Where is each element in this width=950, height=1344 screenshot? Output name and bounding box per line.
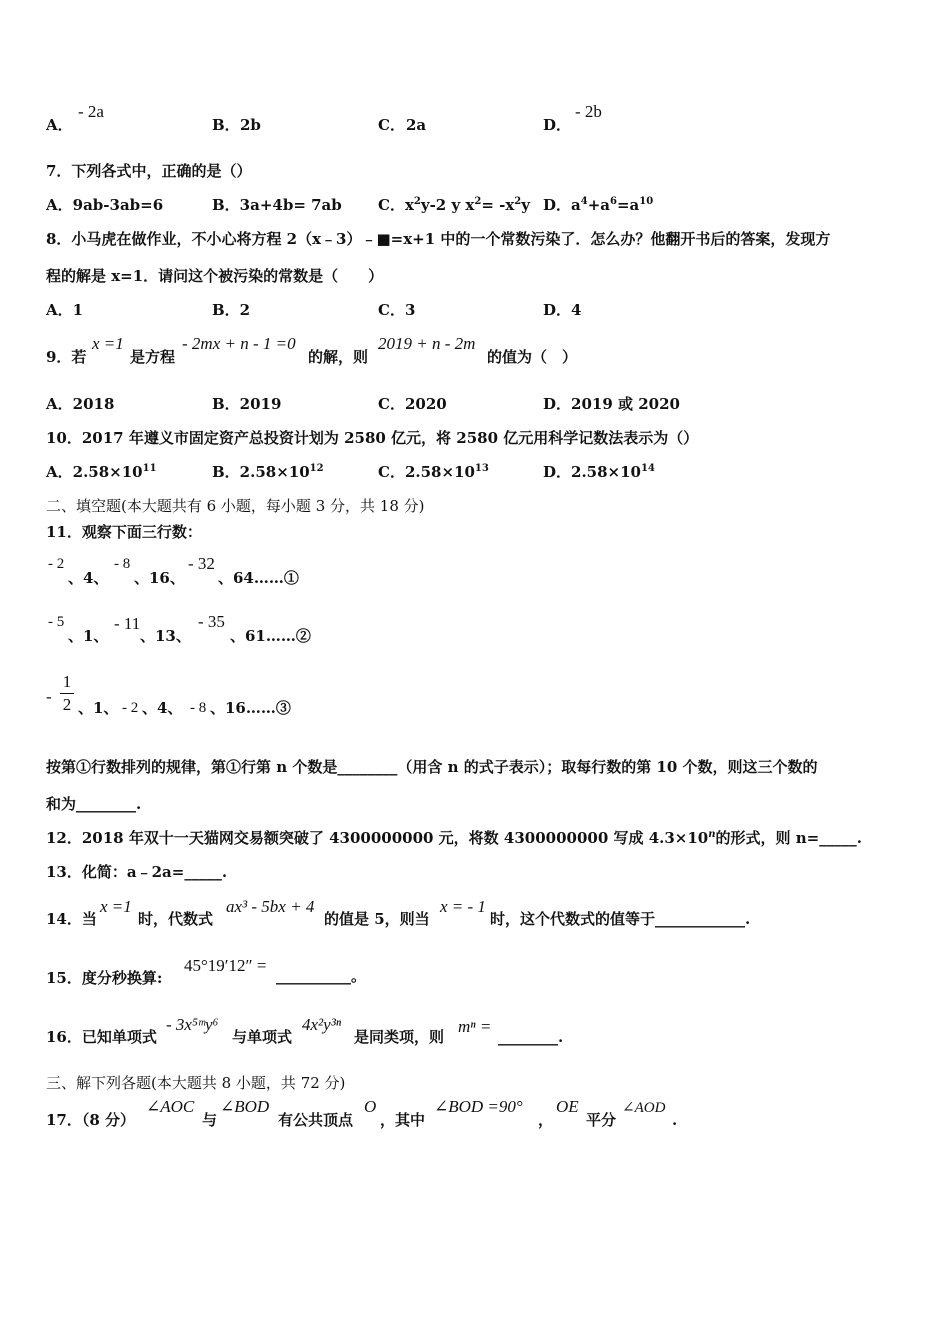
q11-row2-math-2: - 11 [114, 614, 141, 633]
q11-row3-fraction [60, 672, 74, 715]
q9-text-1: 是方程 [130, 348, 176, 366]
q6-option-a-math: - 2a [78, 102, 104, 121]
q11-row2-text-1: 、1、 [68, 627, 109, 645]
q11-question-line1: 按第①行数排列的规律，第①行第 n 个数是________（用含 n 的式子表示）；取每行数的第 10 个数，则这三个数的 [46, 758, 818, 776]
q9-prefix: 9．若 [46, 348, 87, 366]
fraction-numerator: 1 [62, 672, 72, 691]
q11-row3-math-2: - 2 [122, 700, 139, 716]
q17-math-4: ∠BOD =90° [434, 1097, 523, 1116]
q8-option-b: B．2 [212, 301, 251, 319]
q11-row2-text-2: 、13、 [140, 627, 191, 645]
q16-text-3: ________. [498, 1028, 564, 1046]
fraction-denominator: 2 [62, 695, 72, 714]
q14-text-2: 的值是 5，则当 [324, 910, 430, 928]
q11-row1-math-1: - 2 [48, 556, 65, 572]
q10-option-b: B．$2.58\times 10^{12}$ [212, 463, 324, 481]
q6-option-c-letter: C． [378, 116, 405, 134]
q17-text-2: 有公共顶点 [278, 1111, 354, 1129]
q7-option-d: D．$a^4+a^6=a^{10}$ [543, 196, 654, 214]
q11-row3-minus: - [46, 687, 52, 706]
q9-text-2: 的解，则 [308, 348, 369, 366]
q11-row1-text-2: 、16、 [134, 569, 185, 587]
q10-option-c: C．$2.58\times 10^{13}$ [378, 463, 489, 481]
q10-option-d: D．$2.58\times 10^{14}$ [543, 463, 655, 481]
q11-row1-text-3: 、64……① [218, 569, 299, 587]
q16-math-1: - 3x⁵ᵐy⁶ [166, 1015, 219, 1034]
q17-text-4: ， [538, 1111, 554, 1129]
q8-option-a: A．1 [46, 301, 84, 319]
q15-math-1: 45°19′12″ = [184, 956, 267, 975]
q9-option-d: D．2019 或 2020 [543, 395, 680, 413]
q10-option-a: A．$2.58\times 10^{11}$ [46, 463, 157, 481]
section-2-heading: 二、填空题(本大题共有 6 小题，每小题 3 分，共 18 分) [46, 497, 425, 515]
q13-text: 13．化简：a﹣2a=_____. [46, 863, 228, 881]
q17-math-5: OE [556, 1097, 579, 1116]
q7-stem: 7．下列各式中，正确的是（） [46, 162, 252, 180]
q6-option-d-letter: D． [543, 116, 572, 134]
q11-row3-text-2: 、4、 [142, 699, 183, 717]
fraction-bar [60, 693, 74, 694]
q17-text-6: . [672, 1111, 678, 1129]
q11-row2-math-1: - 5 [48, 614, 65, 630]
q11-row1-math-3: - 32 [188, 554, 215, 573]
q15-text-1: __________。 [276, 967, 367, 985]
q9-math-1: x =1 [92, 334, 124, 353]
q17-math-2: ∠BOD [220, 1097, 270, 1116]
q8-line1: 8．小马虎在做作业，不小心将方程 2（x﹣3）﹣■=x+1 中的一个常数污染了．怎么办？他翻开书后的答案，发现方 [46, 230, 831, 248]
q17-prefix: 17．（8 分） [46, 1111, 136, 1129]
q11-row1-math-2: - 8 [114, 556, 131, 572]
q6-option-b-letter: B． [212, 116, 240, 134]
q8-option-c: C．3 [378, 301, 416, 319]
q17-math-6: ∠AOD [622, 1100, 666, 1116]
q7-option-a: A．9ab-3ab=6 [46, 196, 164, 214]
q11-row1-text-1: 、4、 [68, 569, 109, 587]
q8-option-d: D．4 [543, 301, 582, 319]
q11-row3-math-3: - 8 [190, 700, 207, 716]
q16-math-3: mⁿ = [458, 1017, 492, 1036]
q17-text-3: ，其中 [380, 1111, 426, 1129]
q12-text: 12．2018 年双十一天猫网交易额突破了 4300000000 元，将数 4300000000 写成 $4.3\times 10^n$的形式，则 n=_____. [46, 829, 862, 847]
q9-text-3: 的值为（ ） [487, 348, 578, 366]
q16-math-2: 4x²y³ⁿ [302, 1015, 342, 1034]
q14-text-1: 时，代数式 [138, 910, 214, 928]
q11-question-line2: 和为________. [46, 795, 142, 813]
q16-text-2: 是同类项，则 [354, 1028, 445, 1046]
q17-text-5: 平分 [586, 1111, 617, 1129]
q17-text-1: 与 [202, 1111, 218, 1129]
q17-math-1: ∠AOC [146, 1097, 195, 1116]
q7-option-b: B．3a+4b= 7ab [212, 196, 342, 214]
q14-math-2: ax³ - 5bx + 4 [226, 897, 315, 916]
q14-math-3: x = - 1 [440, 897, 486, 916]
q9-option-c: C．2020 [378, 395, 447, 413]
q6-option-d-math: - 2b [575, 102, 602, 121]
q14-text-3: 时，这个代数式的值等于____________. [490, 910, 751, 928]
q9-option-b: B．2019 [212, 395, 282, 413]
q16-prefix: 16．已知单项式 [46, 1028, 157, 1046]
q15-prefix: 15．度分秒换算: [46, 969, 163, 987]
q11-row3-text-1: 、1、 [78, 699, 119, 717]
q7-option-c: C．$x^2y-2$ y $x^2= -x^2y$ [378, 196, 530, 214]
q6-option-a-letter: A． [46, 116, 73, 134]
q16-text-1: 与单项式 [232, 1028, 293, 1046]
q11-row2-text-3: 、61……② [230, 627, 311, 645]
section-3-heading: 三、解下列各题(本大题共 8 小题，共 72 分) [46, 1074, 346, 1092]
q14-prefix: 14．当 [46, 910, 97, 928]
q9-math-2: - 2mx + n - 1 =0 [182, 334, 296, 353]
q8-line2: 程的解是 x=1．请问这个被污染的常数是（ ） [46, 267, 384, 285]
q10-stem: 10．2017 年遵义市固定资产总投资计划为 2580 亿元，将 2580 亿元用科学记数法表示为（） [46, 429, 699, 447]
q9-math-3: 2019 + n - 2m [378, 334, 476, 353]
q11-row2-math-3: - 35 [198, 612, 225, 631]
q6-option-c-text: 2a [406, 116, 427, 134]
q17-math-3: O [364, 1097, 377, 1116]
q14-math-1: x =1 [100, 897, 132, 916]
q11-row3-text-3: 、16……③ [210, 699, 291, 717]
q9-option-a: A．2018 [46, 395, 115, 413]
q11-stem: 11．观察下面三行数： [46, 523, 202, 541]
q6-option-b-text: 2b [240, 116, 261, 134]
